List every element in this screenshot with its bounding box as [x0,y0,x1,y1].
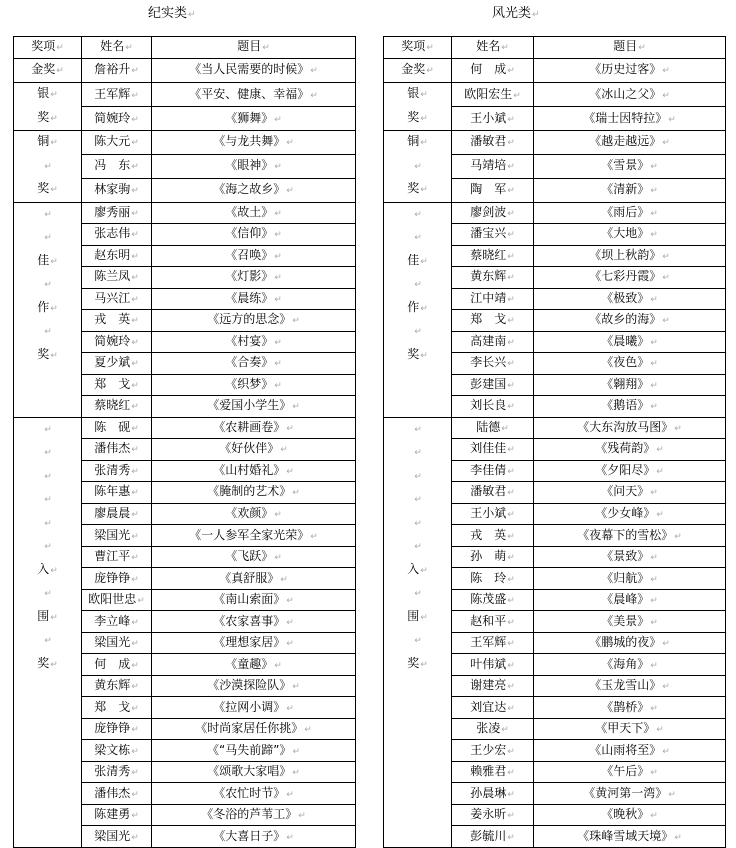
work-title: 《玉龙雪山》↵ [534,675,726,697]
work-title: 《晨练》↵ [152,288,356,310]
award-level: 银↵ 奖↵ [14,83,82,131]
table-row [14,131,356,155]
work-title: 《少女峰》↵ [534,503,726,525]
author-name: 冯 东↵ [82,154,152,178]
header-title: 题目↵ [534,37,726,59]
award-level: ↵ ↵ ↵ ↵ ↵ ↵ 入↵ ↵ 围↵ ↵ 奖↵ [384,417,452,847]
work-title: 《景致》↵ [534,546,726,568]
work-title: 《一人参军全家光荣》↵ [152,525,356,547]
author-name: 陶 军↵ [452,178,534,202]
work-title: 《鹅语》↵ [534,396,726,418]
work-title: 《灯影》↵ [152,267,356,289]
work-title: 《织梦》↵ [152,374,356,396]
work-title: 《农忙时节》↵ [152,783,356,805]
work-title: 《大地》↵ [534,224,726,246]
table-row [14,83,356,107]
header-title: 题目↵ [152,37,356,59]
author-name: 潘伟杰↵ [82,783,152,805]
author-name: 高建南↵ [452,331,534,353]
work-title: 《归航》↵ [534,568,726,590]
table-row [14,417,356,439]
work-title: 《珠峰雪域天境》↵ [534,826,726,848]
author-name: 潘敏君↵ [452,131,534,155]
author-name: 孙晨琳↵ [452,783,534,805]
author-name: 廖晨晨↵ [82,503,152,525]
work-title: 《理想家居》↵ [152,632,356,654]
work-title: 《当人民需要的时候》↵ [152,58,356,83]
author-name: 戎 英↵ [82,310,152,332]
author-name: 姜永昕↵ [452,804,534,826]
work-title: 《腌制的艺术》↵ [152,482,356,504]
work-title: 《飞跃》↵ [152,546,356,568]
award-level: 铜↵ ↵ 奖↵ [384,131,452,203]
work-title: 《与龙共舞》↵ [152,131,356,155]
author-name: 张凌↵ [452,718,534,740]
work-title: 《越走越远》↵ [534,131,726,155]
author-name: 陆德↵ [452,417,534,439]
award-level: ↵ ↵ 佳↵ ↵ 作↵ ↵ 奖↵ [14,202,82,417]
author-name: 王军辉↵ [82,83,152,107]
author-name: 潘敏君↵ [452,482,534,504]
author-name: 庞铮铮↵ [82,718,152,740]
work-title: 《爱国小学生》↵ [152,396,356,418]
author-name: 陈大元↵ [82,131,152,155]
header-award: 奖项↵ [14,37,82,59]
work-title: 《农耕画卷》↵ [152,417,356,439]
author-name: 陈 玲↵ [452,568,534,590]
author-name: 张志伟↵ [82,224,152,246]
header-award: 奖项↵ [384,37,452,59]
work-title: 《鹊桥》↵ [534,697,726,719]
header-row [14,37,356,59]
author-name: 李长兴↵ [452,353,534,375]
work-title: 《沙漠探险队》↵ [152,675,356,697]
author-name: 戎 英↵ [452,525,534,547]
author-name: 简婉玲↵ [82,331,152,353]
author-name: 马靖培↵ [452,154,534,178]
work-title: 《童趣》↵ [152,654,356,676]
header-name: 姓名↵ [452,37,534,59]
category-title-documentary: 纪实类↵ [148,6,196,21]
author-name: 陈茂盛↵ [452,589,534,611]
author-name: 郑 戈↵ [82,697,152,719]
work-title: 《海之故乡》↵ [152,178,356,202]
work-title: 《狮舞》↵ [152,107,356,131]
author-name: 刘佳佳↵ [452,439,534,461]
work-title: 《坝上秋韵》↵ [534,245,726,267]
author-name: 郑 戈↵ [82,374,152,396]
work-title: 《雪景》↵ [534,154,726,178]
work-title: 《冰山之父》↵ [534,83,726,107]
work-title: 《大喜日子》↵ [152,826,356,848]
work-title: 《召唤》↵ [152,245,356,267]
award-level: 铜↵ ↵ 奖↵ [14,131,82,203]
author-name: 赵和平↵ [452,611,534,633]
work-title: 《大东沟放马图》↵ [534,417,726,439]
work-title: 《历史过客》↵ [534,58,726,83]
author-name: 蔡晓红↵ [452,245,534,267]
work-title: 《远方的思念》↵ [152,310,356,332]
work-title: 《黄河第一湾》↵ [534,783,726,805]
work-title: 《冬浴的芦苇工》↵ [152,804,356,826]
work-title: 《合奏》↵ [152,353,356,375]
author-name: 黄东辉↵ [82,675,152,697]
award-table-landscape [383,36,726,848]
work-title: 《故乡的海》↵ [534,310,726,332]
work-title: 《美景》↵ [534,611,726,633]
work-title: 《南山索面》↵ [152,589,356,611]
work-title: 《颂歌大家唱》↵ [152,761,356,783]
work-title: 《山村婚礼》↵ [152,460,356,482]
author-name: 陈 砚↵ [82,417,152,439]
work-title: 《残荷韵》↵ [534,439,726,461]
award-table-documentary [13,36,356,848]
work-title: 《时尚家居任你挑》↵ [152,718,356,740]
work-title: 《夕阳尽》↵ [534,460,726,482]
author-name: 蔡晓红↵ [82,396,152,418]
author-name: 王小斌↵ [452,503,534,525]
table-row [384,131,726,155]
author-name: 梁国光↵ [82,632,152,654]
author-name: 郑 戈↵ [452,310,534,332]
author-name: 陈建勇↵ [82,804,152,826]
author-name: 林家驹↵ [82,178,152,202]
author-name: 李佳倩↵ [452,460,534,482]
author-name: 马兴江↵ [82,288,152,310]
work-title: 《“马失前蹄”》↵ [152,740,356,762]
work-title: 《信仰》↵ [152,224,356,246]
author-name: 简婉玲↵ [82,107,152,131]
author-name: 陈兰凤↵ [82,267,152,289]
author-name: 庞铮铮↵ [82,568,152,590]
award-level: 金奖↵ [14,58,82,83]
author-name: 陈年惠↵ [82,482,152,504]
work-title: 《晨峰》↵ [534,589,726,611]
work-title: 《山雨将至》↵ [534,740,726,762]
work-title: 《故土》↵ [152,202,356,224]
author-name: 张清秀↵ [82,460,152,482]
table-row [384,417,726,439]
work-title: 《晚秋》↵ [534,804,726,826]
work-title: 《翱翔》↵ [534,374,726,396]
category-title-landscape: 风光类↵ [492,6,540,21]
work-title: 《甲天下》↵ [534,718,726,740]
work-title: 《极致》↵ [534,288,726,310]
author-name: 张清秀↵ [82,761,152,783]
work-title: 《七彩丹霞》↵ [534,267,726,289]
author-name: 赵东明↵ [82,245,152,267]
award-level: ↵ ↵ ↵ ↵ ↵ ↵ 入↵ ↵ 围↵ ↵ 奖↵ [14,417,82,847]
work-title: 《农家喜事》↵ [152,611,356,633]
author-name: 王少宏↵ [452,740,534,762]
author-name: 潘伟杰↵ [82,439,152,461]
author-name: 廖秀丽↵ [82,202,152,224]
author-name: 廖剑波↵ [452,202,534,224]
author-name: 詹裕升↵ [82,58,152,83]
table-row [14,202,356,224]
header-row [384,37,726,59]
award-level: ↵ ↵ 佳↵ ↵ 作↵ ↵ 奖↵ [384,202,452,417]
author-name: 梁文栋↵ [82,740,152,762]
table-row [384,83,726,107]
header-name: 姓名↵ [82,37,152,59]
work-title: 《拉网小调》↵ [152,697,356,719]
author-name: 夏少斌↵ [82,353,152,375]
work-title: 《好伙伴》↵ [152,439,356,461]
author-name: 曹江平↵ [82,546,152,568]
work-title: 《午后》↵ [534,761,726,783]
work-title: 《雨后》↵ [534,202,726,224]
author-name: 欧阳宏生↵ [452,83,534,107]
work-title: 《欢颜》↵ [152,503,356,525]
work-title: 《眼神》↵ [152,154,356,178]
author-name: 何 成↵ [452,58,534,83]
author-name: 彭建国↵ [452,374,534,396]
author-name: 叶伟斌↵ [452,654,534,676]
work-title: 《清新》↵ [534,178,726,202]
author-name: 何 成↵ [82,654,152,676]
work-title: 《鹏城的夜》↵ [534,632,726,654]
author-name: 彭毓川↵ [452,826,534,848]
author-name: 王小斌↵ [452,107,534,131]
work-title: 《真舒服》↵ [152,568,356,590]
table-row [384,58,726,83]
author-name: 王军辉↵ [452,632,534,654]
table-row [14,58,356,83]
award-level: 金奖↵ [384,58,452,83]
author-name: 梁国光↵ [82,826,152,848]
work-title: 《夜色》↵ [534,353,726,375]
author-name: 谢建亮↵ [452,675,534,697]
author-name: 孙 萌↵ [452,546,534,568]
author-name: 刘宜达↵ [452,697,534,719]
author-name: 梁国光↵ [82,525,152,547]
author-name: 赖雅君↵ [452,761,534,783]
work-title: 《问天》↵ [534,482,726,504]
author-name: 欧阳世忠↵ [82,589,152,611]
author-name: 江中靖↵ [452,288,534,310]
work-title: 《晨曦》↵ [534,331,726,353]
work-title: 《村宴》↵ [152,331,356,353]
author-name: 刘长良↵ [452,396,534,418]
work-title: 《平安、健康、幸福》↵ [152,83,356,107]
award-level: 银↵ 奖↵ [384,83,452,131]
table-row [384,202,726,224]
work-title: 《夜幕下的雪松》↵ [534,525,726,547]
work-title: 《瑞士因特拉》↵ [534,107,726,131]
author-name: 李立峰↵ [82,611,152,633]
author-name: 潘宝兴↵ [452,224,534,246]
author-name: 黄东辉↵ [452,267,534,289]
work-title: 《海角》↵ [534,654,726,676]
